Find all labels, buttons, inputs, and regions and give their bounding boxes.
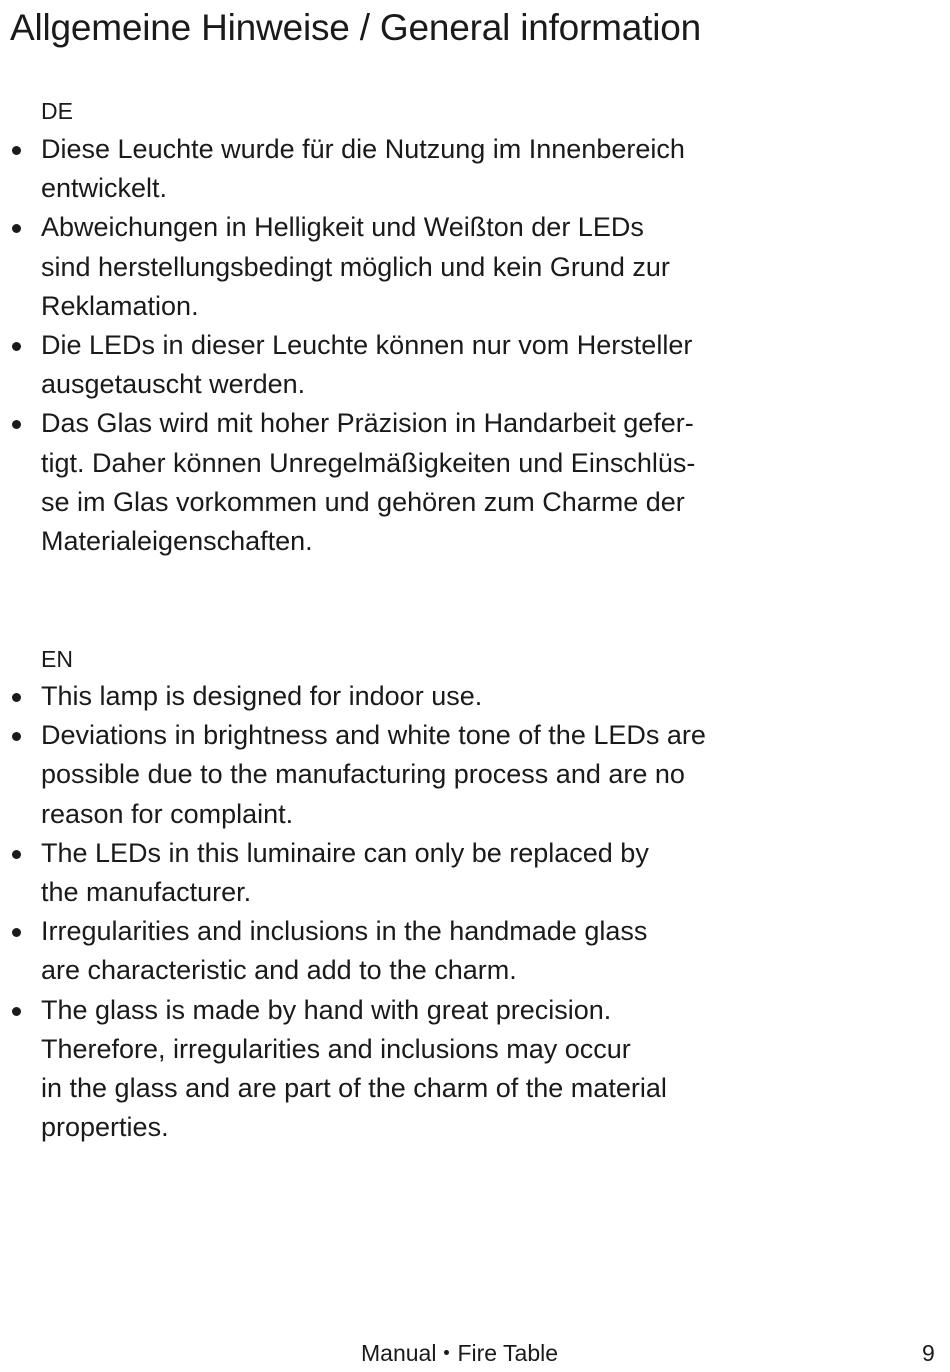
- section-label-en: EN: [41, 646, 73, 672]
- list-item-text: Irregularities and inclusions in the handmade glass are characteristic and add to the charm.: [41, 916, 648, 986]
- list-item-text: Deviations in brightness and white tone of the LEDs are possible due to the manufacturing process and are no reason for complaint.: [41, 720, 706, 829]
- list-item-text: Das Glas wird mit hoher Präzision in Handarbeit gefer- tigt. Daher können Unregelmäßigkeiten und Einschlüs- se im Glas vorkommen und gehören zum Charme der Materialeigenschaften.: [41, 408, 696, 557]
- bullet-icon: [12, 146, 21, 155]
- page-number: 9: [922, 1340, 935, 1366]
- list-item: [0, 716, 800, 834]
- bullet-icon: [12, 693, 21, 702]
- bullet-icon: [12, 732, 21, 741]
- list-item: [0, 130, 800, 208]
- list-item-text: The glass is made by hand with great precision. Therefore, irregularities and inclusions may occur in the glass and are part of the charm of the material properties.: [41, 994, 667, 1143]
- separator-dot-icon: [444, 1350, 449, 1355]
- bullet-icon: [12, 928, 21, 937]
- page-title: Allgemeine Hinweise / General information: [10, 7, 702, 48]
- bullet-list-de: [0, 130, 800, 561]
- list-item-text: The LEDs in this luminaire can only be replaced by the manufacturer.: [41, 837, 649, 908]
- list-item-text: Abweichungen in Helligkeit und Weißton der LEDs sind herstellungsbedingt möglich und kein Grund zur Reklamation.: [41, 212, 670, 321]
- list-item: [0, 208, 800, 326]
- list-item: [0, 991, 800, 1148]
- bullet-list-en: [0, 677, 800, 1147]
- bullet-icon: [12, 1007, 21, 1016]
- footer-product-name: Fire Table: [457, 1340, 559, 1366]
- bullet-icon: [12, 850, 21, 859]
- bullet-icon: [12, 342, 21, 351]
- list-item-text: This lamp is designed for indoor use.: [41, 681, 483, 711]
- list-item: [0, 834, 800, 912]
- bullet-icon: [12, 420, 21, 429]
- bullet-icon: [12, 224, 21, 233]
- footer-doc-name: Manual: [361, 1340, 437, 1366]
- list-item: [0, 326, 800, 404]
- section-label-de: DE: [41, 98, 73, 124]
- list-item-text: Diese Leuchte wurde für die Nutzung im Innenbereich entwickelt.: [41, 134, 685, 204]
- list-item-text: Die LEDs in dieser Leuchte können nur vom Hersteller ausgetauscht werden.: [41, 330, 693, 400]
- list-item: [0, 912, 800, 990]
- footer-title: [361, 1339, 558, 1367]
- list-item: [0, 677, 800, 716]
- list-item: [0, 404, 800, 561]
